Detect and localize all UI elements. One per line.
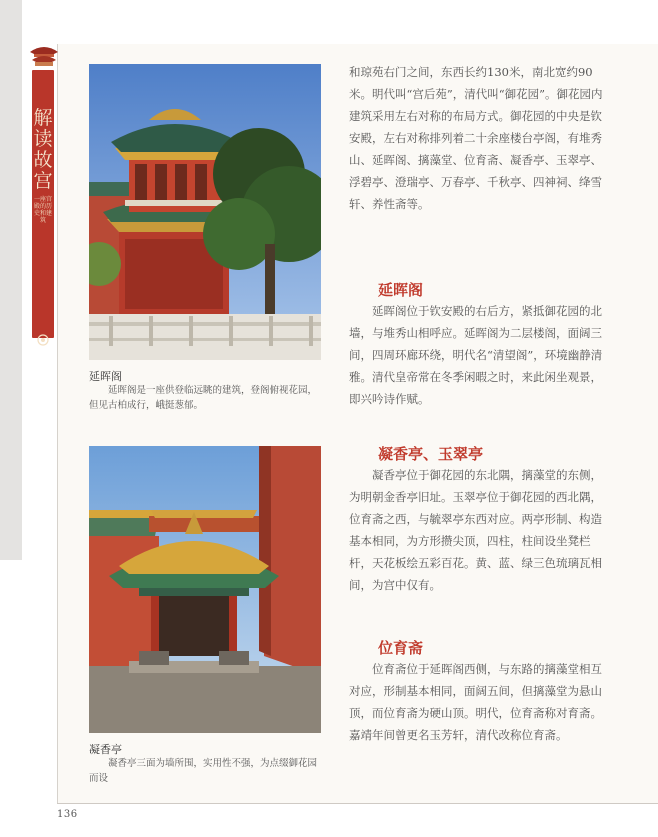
- banner-ornament-icon: [36, 334, 50, 346]
- section-heading-weiyu: 位育斋: [378, 639, 424, 657]
- section-body-ningxiang-yucui-block: [349, 464, 607, 596]
- page-edge: [57, 44, 58, 804]
- roof-icon: [30, 44, 58, 70]
- section-heading-yanhui: 延晖阁: [378, 281, 424, 299]
- section-heading-ningxiang-yucui: 凝香亭、玉翠亭: [378, 445, 484, 463]
- photo-ningxiang-pavilion: [89, 446, 321, 733]
- banner-subtitle: 一座宫殿的历史和建筑: [33, 196, 52, 224]
- banner-title: 解读故宫: [33, 107, 53, 192]
- caption-title-ningxiang: 凝香亭: [89, 743, 122, 756]
- section-body-weiyu: 位育斋位于延晖阁西侧，与东路的摛藻堂相互对应，形制基本相同，面阔五间，但摛藻堂为悬山顶，而位育斋为硬山顶。明代，位育斋称对育斋。嘉靖年间曾更名玉芳轩，清代改称位育斋。: [349, 662, 602, 742]
- intro-paragraph-block: [349, 61, 607, 215]
- footer-rule: [57, 803, 658, 804]
- photo-yanhui-pavilion: [89, 64, 321, 360]
- caption-text-yanhui: 延晖阁是一座供登临远眺的建筑，登阁俯视花园，但见古柏成行，峨挺葱郁。: [89, 385, 318, 411]
- page-number: 136: [57, 809, 78, 820]
- section-body-weiyu-block: [349, 658, 607, 746]
- section-body-ningxiang-yucui: 凝香亭位于御花园的东北隅，摛藻堂的东侧，为明朝金香亭旧址。玉翠亭位于御花园的西北隅，位育斋之西，与毓翠亭东西对应。两亭形制、构造基本相同，为方形攒尖顶，四柱，柱间设坐凳栏杆，天花板绘五彩百花。黄、蓝、绿三色琉璃瓦相间，为宫中仅有。: [349, 468, 602, 592]
- section-body-yanhui-block: [349, 300, 607, 410]
- section-body-yanhui: 延晖阁位于钦安殿的右后方，紧抵御花园的北墙，与堆秀山相呼应。延晖阁为二层楼阁，面阔三间，四周环廊环绕，明代名“清望阁”，环境幽静清雅。清代皇帝常在冬季闲暇之时，来此闲坐观景，即兴吟诗作赋。: [349, 304, 603, 406]
- page-shadow: [0, 0, 22, 560]
- caption-text-ningxiang: 凝香亭三面为墙所围，实用性不强，为点缀御花园而设: [89, 758, 318, 784]
- intro-paragraph: 和琼苑右门之间，东西长约130米，南北宽约90米。明代叫“宫后苑”，清代叫“御花园”。御花园内建筑采用左右对称的布局方式。御花园的中央是钦安殿，左右对称排列着二十余座楼台亭阁，有堆秀山、延晖阁、摛藻堂、位育斋、凝香亭、玉翠亭、浮碧亭、澄瑞亭、万春亭、千秋亭、四神祠、绛雪轩、养性斋等。: [349, 65, 603, 211]
- caption-title-yanhui: 延晖阁: [89, 370, 122, 383]
